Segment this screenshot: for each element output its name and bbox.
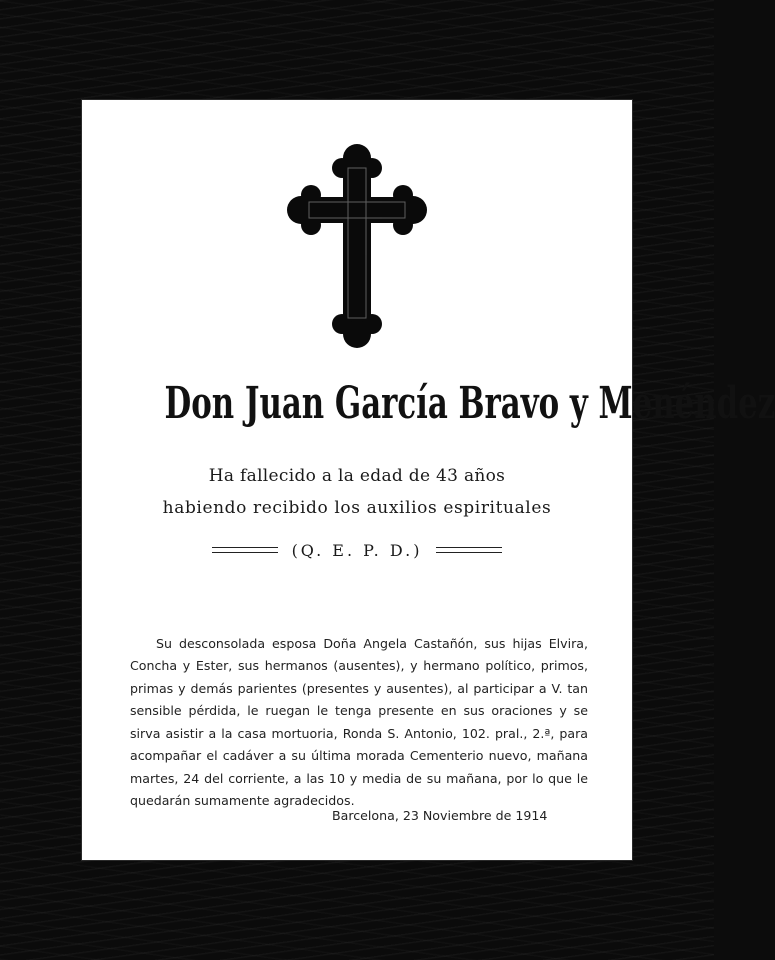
sacraments-line: habiendo recibido los auxilios espirituales	[162, 498, 552, 518]
left-double-rule	[212, 547, 278, 553]
rip-abbreviation: (Q. E. P. D.)	[291, 540, 423, 560]
place-and-date: Barcelona, 23 Noviembre de 1914	[332, 808, 548, 823]
right-double-rule	[436, 547, 502, 553]
funeral-notice-card	[82, 100, 775, 860]
notice-body-paragraph: Su desconsolada esposa Doña Angela Castañón, sus hijas Elvira, Concha y Ester, sus hermanos (ausentes), y hermano político, primos, primas y demás parientes (presentes y ausentes), al participar a V. tan sensible pérdida, le ruegan le tenga presente en sus oraciones y se sirva asistir a la casa mortuoria, Ronda S. Antonio, 102. pral., 2.ª, para acompañar el cadáver a su última morada Cementerio nuevo, mañana martes, 24 del corriente, a las 10 y media de su mañana, por lo que le quedarán sumamente agradecidos.	[130, 635, 588, 809]
age-line: Ha fallecido a la edad de 43 años	[208, 466, 506, 486]
rip-row	[82, 538, 632, 562]
cross-icon	[287, 140, 427, 352]
deceased-name: Don Juan García Bravo y Menéndez	[164, 378, 775, 429]
